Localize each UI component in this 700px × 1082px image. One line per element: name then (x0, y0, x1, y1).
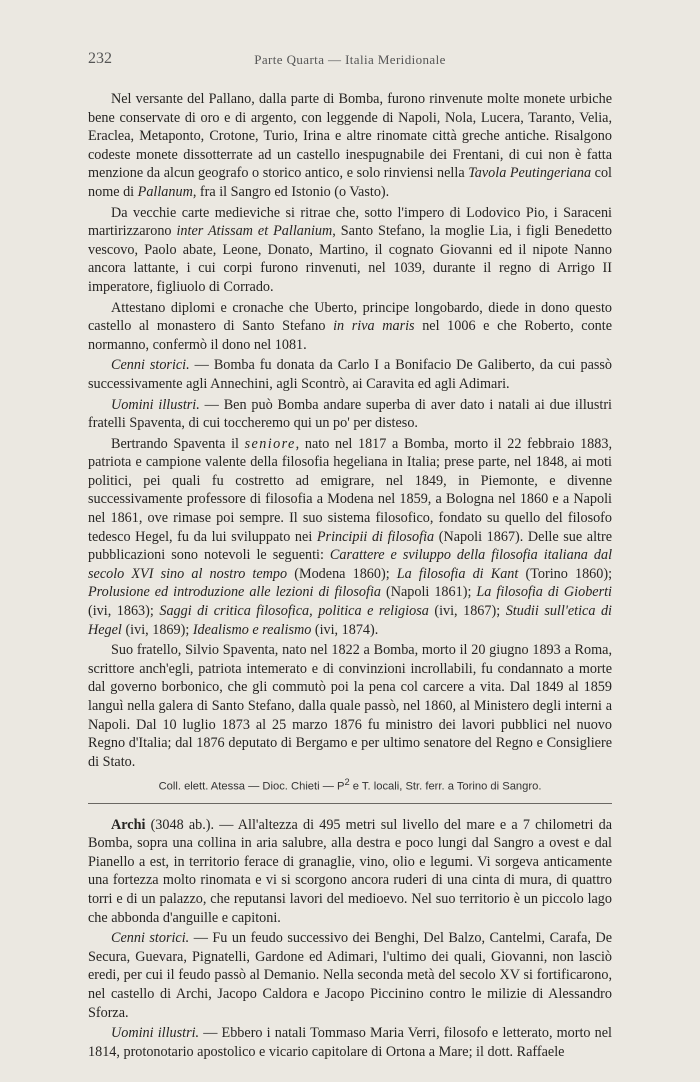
text-run: Bertrando Spaventa il (111, 435, 245, 452)
italic-title: Studii sull'etica di Hegel (88, 603, 612, 638)
body-text (88, 90, 612, 1063)
text-run: e T. locali, Str. ferr. a Torino di Sangro. (349, 781, 542, 794)
text-run: (ivi, 1874). (311, 621, 379, 638)
italic-title: Tavola Peutingeriana (468, 165, 592, 182)
text-run: (Torino 1860); (518, 565, 613, 582)
text-run: , fra il Sangro ed Istonio (o Vasto). (192, 183, 390, 200)
italic-title: Saggi di critica filosofica, politica e religiosa (159, 603, 429, 620)
paragraph-cenni-storici-archi (88, 929, 612, 1022)
italic-title: La filosofia di Kant (396, 565, 519, 582)
paragraph-archi-intro (88, 816, 612, 928)
text-run: — Bomba fu donata da Carlo I a Bonifacio De Galiberto, da cui passò successivamente agli Annechini, agli Scontrò, ai Caravita ed agli Adimari. (88, 357, 612, 392)
page-number: 232 (88, 50, 112, 67)
superscript: 2 (344, 777, 350, 788)
text-run: (Napoli 1861); (381, 584, 477, 601)
paragraph-saracens (88, 204, 612, 297)
text-run: col nome di (88, 165, 612, 200)
text-run: nel 1006 e che Roberto, conte normanno, confermò il dono nel 1081. (88, 318, 612, 353)
text-run: — Fu un feudo successivo dei Benghi, Del Balzo, Cantelmi, Carafa, De Secura, Guevara, Pignatelli, Gardone ed Adimari, l'ultimo dei quali, Giovanni, non lasciò eredi, per cui il feudo passò al Demanio. Nella seconda metà del secolo XV si fortificarono, nel castello di Archi, Jacopo Caldora e Jacopo Piccinino contro le milizie di Alessandro Sforza. (88, 930, 612, 1021)
text-run: — Ebbero i natali Tommaso Maria Verri, filosofo e letterato, morto nel 1814, protonotario apostolico e vicario capitolare di Ortona a Mare; il dott. Raffaele (88, 1025, 612, 1060)
paragraph-uomini-illustri-archi (88, 1024, 612, 1061)
text-run: (3048 ab.). — All'altezza di 495 metri sul livello del mare e a 7 chilometri da Bomba, sopra una collina in aria salubre, alla destra e poco lungi dal Sangro a ovest e dal Pianello a est, in territorio ferace di granaglie, vino, olio e legumi. Vi sorgeva anticamente una fortezza molto rinomata e vi si scorgono ancora ruderi di una cinta di mura, di quattro torri e di un palazzo, che reputansi lavori del medioevo. Nel suo territorio è un piccolo lago che abbonda d'anguille e capitoni. (88, 816, 612, 926)
section-label: Uomini illustri. (111, 396, 200, 413)
text-run: (ivi, 1867); (428, 603, 506, 620)
paragraph-uomini-illustri-bomba (88, 396, 612, 433)
paragraph-silvio-spaventa: Suo fratello, Silvio Spaventa, nato nel 1822 a Bomba, morto il 20 giugno 1893 a Roma, scrittore anch'egli, patriota intemerato e di convinzioni incrollabili, fu condannato a morte dal governo borbonico, che gli commutò poi la pena col carcere a vita. Dal 1849 al 1859 languì nella galera di Santo Stefano, dalla quale passò, nel 1860, al Ministero degli interni a Napoli. Dal 10 luglio 1873 al 25 marzo 1876 fu ministro dei lavori pubblici nel nuovo Regno d'Italia; dal 1876 deputato di Bergamo e per ultimo senatore del Regno e Consigliere di Stato. (88, 642, 612, 770)
italic-term: Pallanum (137, 183, 193, 200)
italic-term: seniore (244, 435, 296, 452)
italic-term: in riva maris (333, 318, 415, 335)
italic-title: Carattere e sviluppo della filosofia italiana dal secolo XVI sino al nostro tempo (88, 547, 613, 582)
page-header (88, 50, 612, 70)
paragraph-pallano-coins (88, 90, 612, 202)
text-run: (ivi, 1869); (121, 621, 193, 638)
italic-title: Idealismo e realismo (192, 621, 312, 638)
section-label: Cenni storici. (111, 930, 190, 947)
italic-title: Prolusione ed introduzione alle lezioni di filosofia (88, 584, 381, 601)
electoral-info-line (88, 773, 612, 796)
text-run: Coll. elett. Atessa — Dioc. Chieti — P (158, 781, 345, 794)
text-run: — Ben può Bomba andare superba di aver dato i natali ai due illustri fratelli Spaventa, di cui toccheremo qui un po' per disteso. (88, 396, 612, 432)
running-title: Parte Quarta — Italia Meridionale (254, 52, 446, 67)
section-divider (88, 803, 612, 804)
italic-title: La filosofia di Gioberti (476, 584, 613, 601)
text-run: Attestano diplomi e cronache che Uberto, principe longobardo, diede in dono questo castello al monastero di Santo Stefano (88, 299, 612, 335)
section-label: Cenni storici. (111, 357, 190, 374)
paragraph-bertrando-spaventa (88, 435, 612, 640)
text-run: Nel versante del Pallano, dalla parte di Bomba, furono rinvenute molte monete urbiche bene conservate di oro e di argento, con leggende di Napoli, Nola, Lucera, Taranto, Velia, Eraclea, Metaponto, Crotone, Turio, Irina e altre rinomate città greche antiche. Risalgono codeste monete dissotterrate ad un castello inespugnabile dei Frentani, di cui non è fatta menzione da alcun geografo o storico antico, e solo rinviensi nella (88, 91, 612, 182)
italic-title: Principii di filosofia (316, 528, 435, 545)
text-run: (Napoli 1867). Delle sue altre pubblicazioni sono notevoli le seguenti: (88, 528, 612, 564)
entry-heading: Archi (111, 816, 146, 833)
paragraph-uberto (88, 299, 612, 355)
section-label: Uomini illustri. (111, 1025, 200, 1042)
paragraph-cenni-storici-bomba (88, 356, 612, 393)
text-run: (Modena 1860); (287, 565, 397, 582)
text-run: Da vecchie carte medieviche si ritrae che, sotto l'impero di Lodovico Pio, i Saraceni martirizzarono (88, 204, 612, 240)
italic-term: inter Atissam et Pallanium (176, 223, 333, 240)
text-run: , Santo Stefano, la moglie Lia, i figli Benedetto vescovo, Paolo abate, Leone, Donato, Martino, il cognato Giovanni ed il nipote Nanno ancora lattante, i cui corpi furono rinvenuti, nel 1039, durante il regno di Arrigo II imperatore, figliuolo di Corrado. (88, 223, 612, 295)
text-run: , nato nel 1817 a Bomba, morto il 22 febbraio 1883, patriota e campione valente della filosofia hegeliana in Italia; prese parte, nel 1848, ai moti politici, pei quali fu costretto ad emigrare, nel 1849, in Piemonte, e divenne successivamente professore di filosofia a Modena nel 1859, a Bologna nel 1860 e a Napoli nel 1861, ove rimase poi sempre. Il suo sistema filosofico, fondato su quello del filosofo tedesco Hegel, fu da lui sviluppato nei (88, 435, 612, 545)
text-run: (ivi, 1863); (88, 603, 160, 620)
